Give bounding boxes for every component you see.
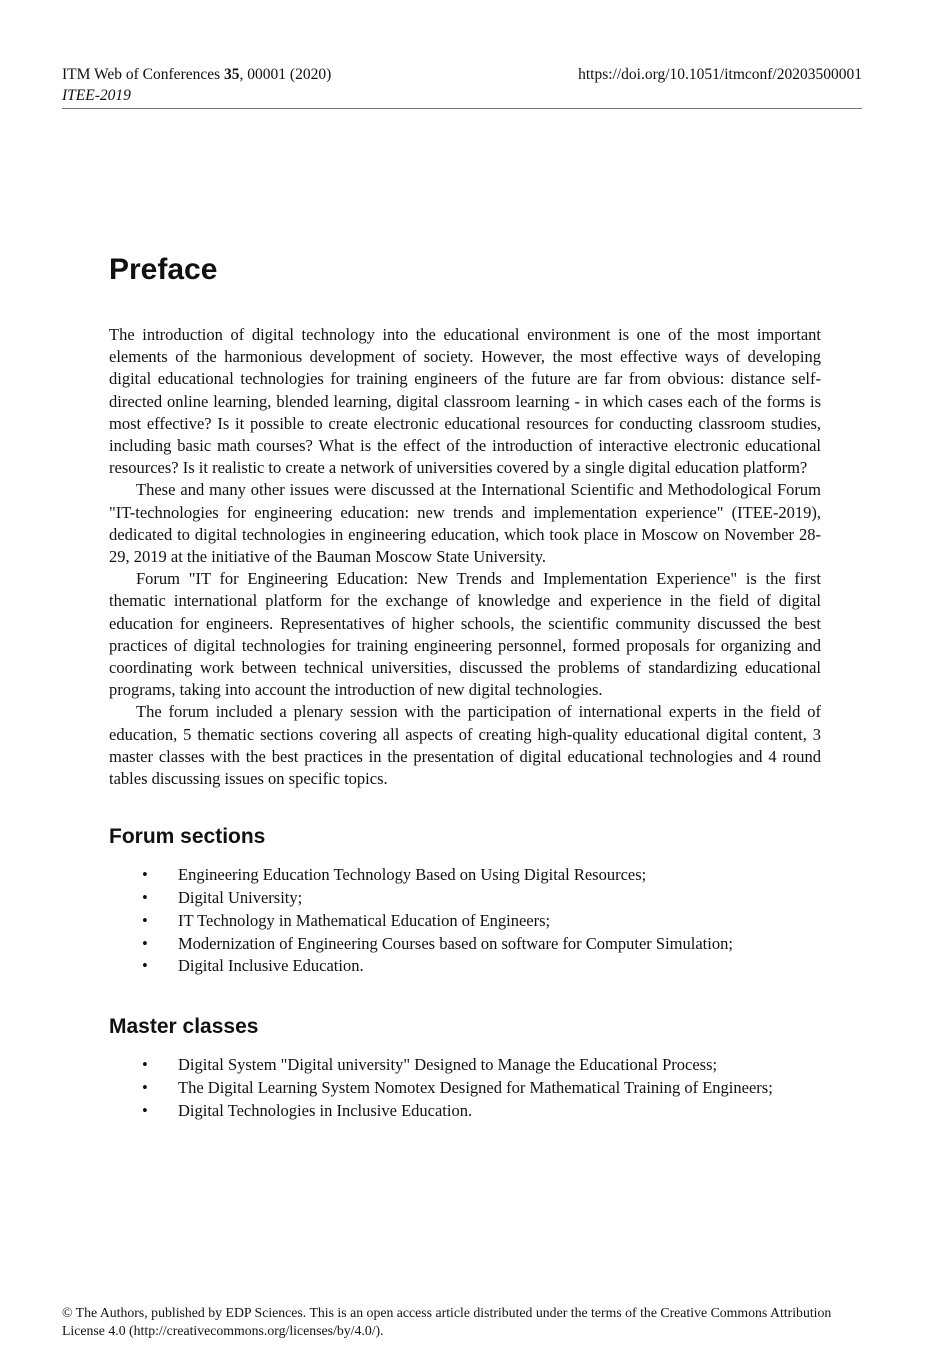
master-classes <box>109 1014 821 1122</box>
list-item <box>109 887 821 910</box>
license-footer: © The Authors, published by EDP Sciences. This is an open access article distributed under the terms of the Creative Commons Attribution License 4.0 (http://creativecommons.org/licenses/by/4.0/). <box>62 1305 832 1338</box>
bullet-icon: • <box>142 888 148 908</box>
master-classes-list <box>109 1054 821 1122</box>
doi-link[interactable]: https://doi.org/10.1051/itmconf/20203500001 <box>578 66 862 83</box>
paragraph-program: The forum included a plenary session with the participation of international experts in the field of education, 5 thematic sections covering all aspects of creating high-quality educational digital content, 3 master classes with the best practices in the presentation of digital educational technologies and 4 round tables discussing issues on specific topics. <box>109 702 821 789</box>
master-classes-heading: Master classes <box>109 1015 259 1039</box>
list-item-text: Modernization of Engineering Courses based on software for Computer Simulation; <box>178 933 733 953</box>
list-item-text: The Digital Learning System Nomotex Designed for Mathematical Training of Engineers; <box>178 1078 773 1098</box>
journal-citation <box>62 64 331 85</box>
article-number: , 00001 (2020) <box>239 66 332 83</box>
list-item-text: Digital Inclusive Education. <box>178 956 364 976</box>
list-item-text: IT Technology in Mathematical Education of Engineers; <box>178 910 551 930</box>
list-item <box>109 1054 821 1077</box>
forum-sections-heading: Forum sections <box>109 825 266 849</box>
bullet-icon: • <box>142 933 148 953</box>
page-title: Preface <box>109 253 218 286</box>
list-item <box>109 933 821 956</box>
bullet-icon: • <box>142 910 148 930</box>
list-item <box>109 864 821 887</box>
journal-volume: 35 <box>224 66 240 83</box>
bullet-icon: • <box>142 865 148 885</box>
forum-sections <box>109 824 821 978</box>
conference-name: ITEE-2019 <box>62 87 131 104</box>
bullet-icon: • <box>142 1055 148 1075</box>
paragraph-forum: Forum "IT for Engineering Education: New Trends and Implementation Experience" is the first thematic international platform for the exchange of knowledge and experience in the field of digital education for engineers. Representatives of higher schools, the scientific community discussed the best practices of digital technologies for training engineering personnel, formed proposals for organizing and coordinating work between technical universities, discussed the problems of standardizing educational programs, taking into account the introduction of new digital technologies. <box>109 569 821 700</box>
list-item-text: Digital Technologies in Inclusive Education. <box>178 1100 473 1120</box>
running-header <box>62 64 862 106</box>
list-item-text: Engineering Education Technology Based on Using Digital Resources; <box>178 865 647 885</box>
list-item-text: Digital University; <box>178 888 303 908</box>
list-item <box>109 910 821 933</box>
header-divider <box>62 108 862 109</box>
list-item-text: Digital System "Digital university" Designed to Manage the Educational Process; <box>178 1055 718 1075</box>
paragraph-intro: The introduction of digital technology into the educational environment is one of the most important elements of the harmonious development of society. However, the most effective ways of developing digital educational technologies for training engineers of the future are far from obvious: distance self-directed online learning, blended learning, digital classroom learning - in which cases each of the forms is most effective? Is it possible to create electronic educational resources for conducting classroom studies, including basic math courses? What is the effect of the introduction of interactive electronic educational resources? Is it realistic to create a network of universities covered by a single digital education platform? <box>109 325 821 478</box>
list-item <box>109 1100 821 1123</box>
list-item <box>109 955 821 978</box>
journal-name: ITM Web of Conferences <box>62 66 225 83</box>
bullet-icon: • <box>142 1100 148 1120</box>
bullet-icon: • <box>142 1078 148 1098</box>
list-item <box>109 1077 821 1100</box>
paragraph-issues: These and many other issues were discussed at the International Scientific and Methodological Forum "IT-technologies for engineering education: new trends and implementation experience" (ITEE-2019), dedicated to digital technologies in engineering education, which took place in Moscow on November 28-29, 2019 at the initiative of the Bauman Moscow State University. <box>109 480 821 567</box>
bullet-icon: • <box>142 956 148 976</box>
article-body <box>109 252 821 1123</box>
forum-sections-list <box>109 864 821 978</box>
